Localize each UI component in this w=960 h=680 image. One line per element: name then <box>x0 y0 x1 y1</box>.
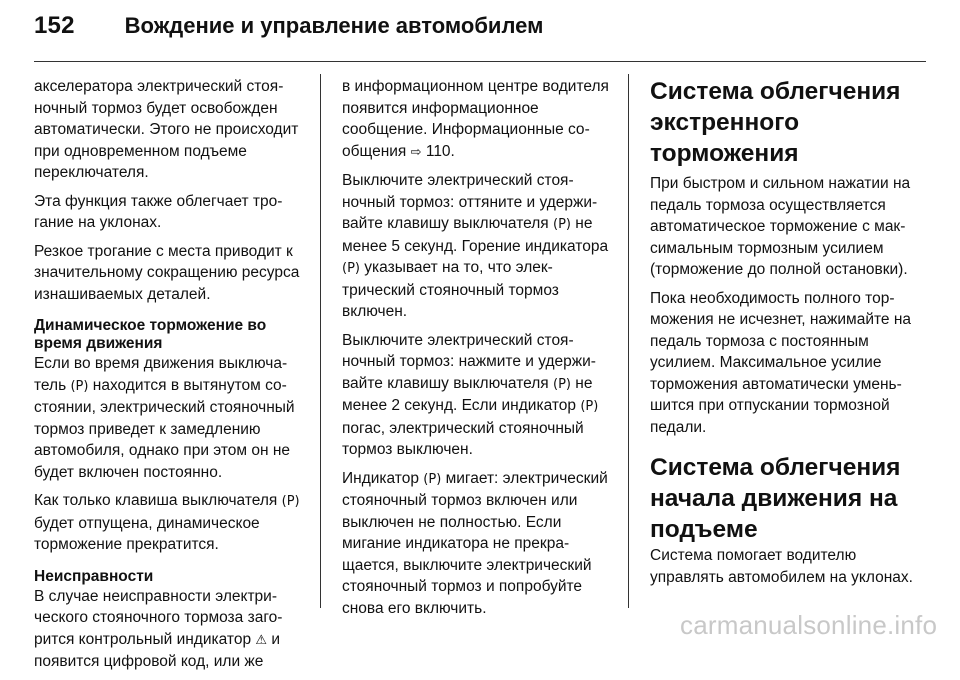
page-header <box>34 12 926 52</box>
paragraph: акселератора электрический стояночный тормоз будет освобожден автоматически. Этого не происходит при одновременном подъеме переключателя. <box>34 78 299 181</box>
paragraph <box>342 330 614 461</box>
page-number: 152 <box>34 12 75 39</box>
fault-indicator-icon: ⚠ <box>255 632 268 648</box>
paragraph-text: и появится цифровой код, или же <box>34 630 281 670</box>
paragraph-text: будет отпущена, динамическое торможение прекратится. <box>34 514 260 553</box>
parking-brake-switch-icon: (P) <box>281 494 300 509</box>
paragraph: Система помогает водителю управлять автомобилем на уклонах. <box>650 547 913 586</box>
paragraph <box>342 170 614 323</box>
column-right <box>650 76 930 595</box>
section-heading-emergency-brake-assist: Система облегчения экстренного торможения <box>650 78 901 167</box>
parking-brake-indicator-icon: (P) <box>580 399 599 414</box>
paragraph: Резкое трогание с места приводит к значительному сокращению ресурса изнашиваемых деталей. <box>34 242 300 303</box>
paragraph-text: мигает: электрический стояночный тормоз включен или выключен не полностью. Если мигание индикатора не прекращается, выключите электрический стояночный тормоз и попробуйте снова его включить. <box>342 469 608 617</box>
paragraph <box>34 353 306 483</box>
parking-brake-switch-icon: (P) <box>553 376 571 392</box>
paragraph-text: указывает на то, что электрический стояночный тормоз включен. <box>342 259 559 320</box>
parking-brake-switch-icon: (P) <box>70 378 89 394</box>
paragraph-text: Выключите электрический стояночный тормоз: нажмите и удерживайте клавишу выключателя <box>342 331 596 392</box>
paragraph-text: погас, электрический стояночный тормоз выключен. <box>342 419 584 458</box>
paragraph <box>34 586 306 673</box>
paragraph-text: не менее 2 секунд. Если индикатор <box>342 374 593 414</box>
paragraph-text: В случае неисправности электрического стояночного тормоза загорится контрольный индикатор <box>34 587 283 648</box>
page-reference-arrow-icon: ⇨ <box>410 144 422 160</box>
paragraph <box>34 490 306 556</box>
chapter-title: Вождение и управление автомобилем <box>124 13 544 38</box>
section-heading-hill-start-assist: Система облегчения начала движения на подъеме <box>650 454 901 543</box>
column-divider-1 <box>320 74 321 608</box>
paragraph-text: Как только клавиша выключателя <box>34 492 278 509</box>
section-heading-dynamic-braking: Динамическое торможение во время движения <box>34 317 267 352</box>
column-left <box>34 76 306 680</box>
header-divider <box>34 61 926 62</box>
parking-brake-indicator-icon: (P) <box>423 471 442 487</box>
paragraph-text: не менее 5 секунд. Горение индикатора <box>342 215 609 255</box>
paragraph <box>342 76 614 163</box>
parking-brake-switch-icon: (P) <box>553 217 571 232</box>
paragraph-text: находится в вытянутом состоянии, электрический стояночный тормоз приведет к замедлению автомобиля, однако при этом он не будет включен постоянно. <box>34 376 295 481</box>
paragraph: Пока необходимость полного торможения не исчезнет, нажимайте на педаль тормоза с постоянным усилием. Максимальное усилие торможения автоматически уменьшится при отпускании тормозной педали. <box>650 289 912 436</box>
page-reference: 110. <box>425 142 455 160</box>
parking-brake-indicator-icon: (P) <box>342 261 360 276</box>
paragraph-text: Индикатор <box>342 469 419 487</box>
paragraph-text: Если во время движения выключатель <box>34 355 288 394</box>
column-divider-2 <box>628 74 629 608</box>
paragraph-text: Выключите электрический стояночный тормоз: оттяните и удерживайте клавишу выключателя <box>342 172 598 232</box>
column-middle <box>342 76 614 626</box>
paragraph: При быстром и сильном нажатии на педаль тормоза осуществляется автоматическое торможение с максимальным тормозным усилием (торможение до полной остановки). <box>650 175 911 278</box>
watermark: carmanualsonline.info <box>680 610 938 640</box>
paragraph: Эта функция также облегчает трогание на уклонах. <box>34 192 283 231</box>
paragraph <box>342 468 614 620</box>
paragraph-text: в информационном центре водителя появится информационное сообщение. Информационные сообщения <box>342 78 609 160</box>
section-heading-faults: Неисправности <box>34 567 154 585</box>
